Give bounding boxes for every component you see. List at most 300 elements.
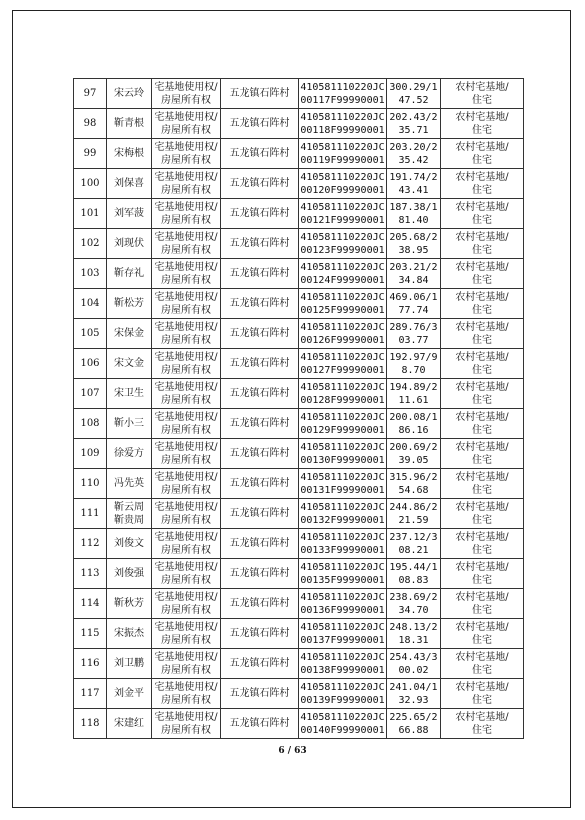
right-type-line: 宅基地使用权/ bbox=[154, 411, 218, 423]
right-type-cell bbox=[152, 439, 221, 469]
right-type-line: 房屋所有权 bbox=[161, 544, 211, 556]
land-use-line: 住宅 bbox=[472, 304, 492, 316]
land-use-line: 住宅 bbox=[472, 394, 492, 406]
area-line: 35.42 bbox=[398, 154, 429, 166]
location-cell: 五龙镇石阵村 bbox=[221, 679, 299, 709]
right-type-cell bbox=[152, 619, 221, 649]
area-line: 187.38/1 bbox=[389, 201, 438, 213]
land-use-cell bbox=[441, 229, 524, 259]
location-cell: 五龙镇石阵村 bbox=[221, 379, 299, 409]
unit-code-line: 00128F99990001 bbox=[300, 394, 385, 406]
area-cell bbox=[387, 529, 441, 559]
right-type-line: 宅基地使用权/ bbox=[154, 681, 218, 693]
holder-name-line: 宋卫生 bbox=[114, 388, 144, 399]
area-line: 248.13/2 bbox=[389, 621, 438, 633]
right-type-line: 房屋所有权 bbox=[161, 454, 211, 466]
area-line: 289.76/3 bbox=[389, 321, 438, 333]
holder-name-line: 刘卫鹏 bbox=[114, 658, 144, 669]
record-number-cell: 115 bbox=[74, 619, 107, 649]
area-cell bbox=[387, 619, 441, 649]
location-cell: 五龙镇石阵村 bbox=[221, 649, 299, 679]
right-type-line: 宅基地使用权/ bbox=[154, 651, 218, 663]
holder-name-cell bbox=[107, 109, 152, 139]
area-line: 195.44/1 bbox=[389, 561, 438, 573]
area-cell bbox=[387, 79, 441, 109]
holder-name-line: 徐爱方 bbox=[114, 448, 144, 459]
right-type-line: 宅基地使用权/ bbox=[154, 81, 218, 93]
holder-name-line: 刘金平 bbox=[114, 688, 144, 699]
land-use-line: 住宅 bbox=[472, 454, 492, 466]
holder-name-cell bbox=[107, 349, 152, 379]
table-row bbox=[74, 709, 524, 739]
right-type-line: 房屋所有权 bbox=[161, 94, 211, 106]
unit-code-line: 00139F99990001 bbox=[300, 694, 385, 706]
holder-name-cell bbox=[107, 199, 152, 229]
table-row bbox=[74, 649, 524, 679]
land-use-line: 住宅 bbox=[472, 334, 492, 346]
area-line: 300.29/1 bbox=[389, 81, 438, 93]
area-line: 08.21 bbox=[398, 544, 429, 556]
record-number-cell: 112 bbox=[74, 529, 107, 559]
land-use-line: 农村宅基地/ bbox=[455, 231, 509, 243]
area-line: 225.65/2 bbox=[389, 711, 438, 723]
area-line: 238.69/2 bbox=[389, 591, 438, 603]
right-type-line: 房屋所有权 bbox=[161, 484, 211, 496]
land-use-line: 农村宅基地/ bbox=[455, 261, 509, 273]
right-type-line: 宅基地使用权/ bbox=[154, 591, 218, 603]
record-number-cell: 103 bbox=[74, 259, 107, 289]
holder-name-line: 靳存礼 bbox=[114, 268, 144, 279]
table-row bbox=[74, 289, 524, 319]
holder-name-cell bbox=[107, 169, 152, 199]
table-row bbox=[74, 469, 524, 499]
right-type-line: 房屋所有权 bbox=[161, 214, 211, 226]
area-line: 203.21/2 bbox=[389, 261, 438, 273]
record-number-cell: 114 bbox=[74, 589, 107, 619]
land-use-line: 住宅 bbox=[472, 604, 492, 616]
area-line: 00.02 bbox=[398, 664, 429, 676]
land-use-line: 住宅 bbox=[472, 484, 492, 496]
holder-name-line: 宋云玲 bbox=[114, 88, 144, 99]
unit-code-line: 00119F99990001 bbox=[300, 154, 385, 166]
unit-code-line: 00140F99990001 bbox=[300, 724, 385, 736]
right-type-line: 宅基地使用权/ bbox=[154, 171, 218, 183]
area-line: 39.05 bbox=[398, 454, 429, 466]
right-type-cell bbox=[152, 229, 221, 259]
unit-code-cell bbox=[299, 559, 387, 589]
record-number-cell: 116 bbox=[74, 649, 107, 679]
table-row bbox=[74, 409, 524, 439]
unit-code-line: 00123F99990001 bbox=[300, 244, 385, 256]
land-use-line: 住宅 bbox=[472, 634, 492, 646]
right-type-line: 房屋所有权 bbox=[161, 664, 211, 676]
unit-code-cell bbox=[299, 139, 387, 169]
location-cell: 五龙镇石阵村 bbox=[221, 589, 299, 619]
location-cell: 五龙镇石阵村 bbox=[221, 259, 299, 289]
table-row bbox=[74, 259, 524, 289]
unit-code-line: 00121F99990001 bbox=[300, 214, 385, 226]
location-cell: 五龙镇石阵村 bbox=[221, 289, 299, 319]
land-use-cell bbox=[441, 289, 524, 319]
holder-name-cell bbox=[107, 679, 152, 709]
land-use-cell bbox=[441, 379, 524, 409]
holder-name-line: 冯先英 bbox=[114, 478, 144, 489]
holder-name-cell bbox=[107, 589, 152, 619]
land-use-line: 农村宅基地/ bbox=[455, 81, 509, 93]
land-use-line: 住宅 bbox=[472, 94, 492, 106]
holder-name-line: 靳云周 bbox=[114, 501, 144, 513]
unit-code-line: 410581110220JC bbox=[300, 111, 385, 123]
land-use-cell bbox=[441, 139, 524, 169]
land-use-line: 住宅 bbox=[472, 544, 492, 556]
holder-name-line: 靳小三 bbox=[114, 418, 144, 429]
unit-code-line: 00132F99990001 bbox=[300, 514, 385, 526]
holder-name-line: 刘俊文 bbox=[114, 538, 144, 549]
table-row bbox=[74, 349, 524, 379]
land-use-line: 农村宅基地/ bbox=[455, 141, 509, 153]
land-use-line: 住宅 bbox=[472, 274, 492, 286]
unit-code-cell bbox=[299, 439, 387, 469]
area-cell bbox=[387, 709, 441, 739]
right-type-line: 房屋所有权 bbox=[161, 274, 211, 286]
holder-name-cell bbox=[107, 289, 152, 319]
area-line: 244.86/2 bbox=[389, 501, 438, 513]
unit-code-line: 410581110220JC bbox=[300, 231, 385, 243]
unit-code-cell bbox=[299, 379, 387, 409]
right-type-line: 宅基地使用权/ bbox=[154, 201, 218, 213]
land-use-line: 农村宅基地/ bbox=[455, 561, 509, 573]
unit-code-line: 00133F99990001 bbox=[300, 544, 385, 556]
area-line: 38.95 bbox=[398, 244, 429, 256]
land-use-cell bbox=[441, 169, 524, 199]
unit-code-cell bbox=[299, 349, 387, 379]
right-type-line: 房屋所有权 bbox=[161, 634, 211, 646]
holder-name-cell bbox=[107, 559, 152, 589]
right-type-line: 宅基地使用权/ bbox=[154, 531, 218, 543]
table-row bbox=[74, 619, 524, 649]
unit-code-cell bbox=[299, 199, 387, 229]
right-type-cell bbox=[152, 199, 221, 229]
unit-code-line: 00138F99990001 bbox=[300, 664, 385, 676]
area-line: 191.74/2 bbox=[389, 171, 438, 183]
land-use-cell bbox=[441, 649, 524, 679]
unit-code-cell bbox=[299, 709, 387, 739]
unit-code-cell bbox=[299, 679, 387, 709]
right-type-line: 宅基地使用权/ bbox=[154, 321, 218, 333]
holder-name-cell bbox=[107, 319, 152, 349]
right-type-cell bbox=[152, 169, 221, 199]
unit-code-cell bbox=[299, 469, 387, 499]
land-use-line: 农村宅基地/ bbox=[455, 381, 509, 393]
record-number-cell: 98 bbox=[74, 109, 107, 139]
land-use-line: 住宅 bbox=[472, 214, 492, 226]
area-cell bbox=[387, 109, 441, 139]
location-cell: 五龙镇石阵村 bbox=[221, 619, 299, 649]
land-use-line: 住宅 bbox=[472, 124, 492, 136]
location-cell: 五龙镇石阵村 bbox=[221, 169, 299, 199]
area-cell bbox=[387, 259, 441, 289]
right-type-cell bbox=[152, 259, 221, 289]
land-use-line: 农村宅基地/ bbox=[455, 201, 509, 213]
holder-name-line: 刘俊强 bbox=[114, 568, 144, 579]
unit-code-line: 410581110220JC bbox=[300, 81, 385, 93]
unit-code-line: 410581110220JC bbox=[300, 441, 385, 453]
right-type-cell bbox=[152, 79, 221, 109]
right-type-line: 宅基地使用权/ bbox=[154, 381, 218, 393]
unit-code-line: 00129F99990001 bbox=[300, 424, 385, 436]
right-type-cell bbox=[152, 139, 221, 169]
right-type-cell bbox=[152, 709, 221, 739]
area-line: 03.77 bbox=[398, 334, 429, 346]
area-line: 254.43/3 bbox=[389, 651, 438, 663]
record-number-cell: 99 bbox=[74, 139, 107, 169]
unit-code-cell bbox=[299, 109, 387, 139]
location-cell: 五龙镇石阵村 bbox=[221, 199, 299, 229]
right-type-line: 房屋所有权 bbox=[161, 574, 211, 586]
table-row bbox=[74, 319, 524, 349]
unit-code-cell bbox=[299, 589, 387, 619]
unit-code-cell bbox=[299, 409, 387, 439]
right-type-cell bbox=[152, 289, 221, 319]
table-row bbox=[74, 379, 524, 409]
area-cell bbox=[387, 679, 441, 709]
holder-name-line: 靳松芳 bbox=[114, 298, 144, 309]
land-use-cell bbox=[441, 259, 524, 289]
area-cell bbox=[387, 589, 441, 619]
table-row bbox=[74, 199, 524, 229]
right-type-line: 房屋所有权 bbox=[161, 394, 211, 406]
unit-code-cell bbox=[299, 289, 387, 319]
holder-name-line: 刘保喜 bbox=[114, 178, 144, 189]
area-line: 205.68/2 bbox=[389, 231, 438, 243]
location-cell: 五龙镇石阵村 bbox=[221, 469, 299, 499]
records-table bbox=[73, 78, 524, 739]
land-use-line: 住宅 bbox=[472, 664, 492, 676]
land-use-cell bbox=[441, 349, 524, 379]
area-line: 32.93 bbox=[398, 694, 429, 706]
unit-code-line: 410581110220JC bbox=[300, 261, 385, 273]
table-row bbox=[74, 499, 524, 529]
unit-code-line: 410581110220JC bbox=[300, 141, 385, 153]
land-use-line: 住宅 bbox=[472, 154, 492, 166]
area-cell bbox=[387, 439, 441, 469]
location-cell: 五龙镇石阵村 bbox=[221, 409, 299, 439]
area-cell bbox=[387, 169, 441, 199]
holder-name-cell bbox=[107, 529, 152, 559]
area-cell bbox=[387, 199, 441, 229]
area-cell bbox=[387, 499, 441, 529]
record-number-cell: 117 bbox=[74, 679, 107, 709]
unit-code-line: 00124F99990001 bbox=[300, 274, 385, 286]
land-use-cell bbox=[441, 319, 524, 349]
table-row bbox=[74, 439, 524, 469]
land-use-cell bbox=[441, 79, 524, 109]
right-type-line: 宅基地使用权/ bbox=[154, 141, 218, 153]
land-use-line: 农村宅基地/ bbox=[455, 681, 509, 693]
right-type-cell bbox=[152, 529, 221, 559]
right-type-line: 房屋所有权 bbox=[161, 514, 211, 526]
area-line: 08.83 bbox=[398, 574, 429, 586]
unit-code-line: 410581110220JC bbox=[300, 591, 385, 603]
record-number-cell: 111 bbox=[74, 499, 107, 529]
right-type-line: 宅基地使用权/ bbox=[154, 501, 218, 513]
right-type-line: 宅基地使用权/ bbox=[154, 471, 218, 483]
unit-code-line: 410581110220JC bbox=[300, 411, 385, 423]
land-use-line: 农村宅基地/ bbox=[455, 651, 509, 663]
unit-code-line: 410581110220JC bbox=[300, 381, 385, 393]
land-use-cell bbox=[441, 619, 524, 649]
right-type-cell bbox=[152, 319, 221, 349]
unit-code-line: 410581110220JC bbox=[300, 351, 385, 363]
right-type-line: 房屋所有权 bbox=[161, 244, 211, 256]
land-use-line: 农村宅基地/ bbox=[455, 591, 509, 603]
unit-code-line: 00136F99990001 bbox=[300, 604, 385, 616]
holder-name-line: 靳青根 bbox=[114, 118, 144, 129]
record-number-cell: 97 bbox=[74, 79, 107, 109]
right-type-cell bbox=[152, 379, 221, 409]
unit-code-line: 00118F99990001 bbox=[300, 124, 385, 136]
unit-code-line: 00126F99990001 bbox=[300, 334, 385, 346]
unit-code-cell bbox=[299, 529, 387, 559]
land-use-cell bbox=[441, 709, 524, 739]
area-line: 35.71 bbox=[398, 124, 429, 136]
holder-name-cell bbox=[107, 379, 152, 409]
holder-name-line: 宋振杰 bbox=[114, 628, 144, 639]
land-use-cell bbox=[441, 499, 524, 529]
area-line: 81.40 bbox=[398, 214, 429, 226]
area-line: 47.52 bbox=[398, 94, 429, 106]
area-cell bbox=[387, 349, 441, 379]
land-use-line: 住宅 bbox=[472, 724, 492, 736]
land-use-line: 农村宅基地/ bbox=[455, 291, 509, 303]
location-cell: 五龙镇石阵村 bbox=[221, 79, 299, 109]
right-type-line: 宅基地使用权/ bbox=[154, 351, 218, 363]
unit-code-cell bbox=[299, 649, 387, 679]
location-cell: 五龙镇石阵村 bbox=[221, 529, 299, 559]
unit-code-line: 410581110220JC bbox=[300, 621, 385, 633]
area-line: 18.31 bbox=[398, 634, 429, 646]
location-cell: 五龙镇石阵村 bbox=[221, 109, 299, 139]
location-cell: 五龙镇石阵村 bbox=[221, 709, 299, 739]
right-type-cell bbox=[152, 589, 221, 619]
record-number-cell: 101 bbox=[74, 199, 107, 229]
unit-code-cell bbox=[299, 319, 387, 349]
holder-name-line: 刘军菠 bbox=[114, 208, 144, 219]
area-line: 11.61 bbox=[398, 394, 429, 406]
right-type-line: 宅基地使用权/ bbox=[154, 711, 218, 723]
land-use-line: 农村宅基地/ bbox=[455, 321, 509, 333]
right-type-line: 宅基地使用权/ bbox=[154, 231, 218, 243]
land-use-cell bbox=[441, 589, 524, 619]
area-cell bbox=[387, 559, 441, 589]
unit-code-line: 410581110220JC bbox=[300, 501, 385, 513]
unit-code-line: 410581110220JC bbox=[300, 561, 385, 573]
land-use-line: 农村宅基地/ bbox=[455, 171, 509, 183]
area-line: 202.43/2 bbox=[389, 111, 438, 123]
table-row bbox=[74, 229, 524, 259]
right-type-cell bbox=[152, 109, 221, 139]
unit-code-cell bbox=[299, 259, 387, 289]
land-use-line: 农村宅基地/ bbox=[455, 621, 509, 633]
right-type-cell bbox=[152, 469, 221, 499]
area-line: 315.96/2 bbox=[389, 471, 438, 483]
land-use-line: 住宅 bbox=[472, 424, 492, 436]
land-use-cell bbox=[441, 469, 524, 499]
unit-code-line: 410581110220JC bbox=[300, 291, 385, 303]
area-line: 54.68 bbox=[398, 484, 429, 496]
unit-code-line: 410581110220JC bbox=[300, 471, 385, 483]
right-type-line: 宅基地使用权/ bbox=[154, 291, 218, 303]
area-line: 34.84 bbox=[398, 274, 429, 286]
land-use-cell bbox=[441, 199, 524, 229]
area-line: 77.74 bbox=[398, 304, 429, 316]
holder-name-line: 宋建红 bbox=[114, 718, 144, 729]
area-line: 21.59 bbox=[398, 514, 429, 526]
record-number-cell: 106 bbox=[74, 349, 107, 379]
land-use-cell bbox=[441, 679, 524, 709]
area-line: 43.41 bbox=[398, 184, 429, 196]
holder-name-cell bbox=[107, 499, 152, 529]
land-use-line: 农村宅基地/ bbox=[455, 501, 509, 513]
unit-code-cell bbox=[299, 619, 387, 649]
table-row bbox=[74, 589, 524, 619]
table-row bbox=[74, 529, 524, 559]
right-type-line: 房屋所有权 bbox=[161, 334, 211, 346]
holder-name-cell bbox=[107, 469, 152, 499]
holder-name-cell bbox=[107, 259, 152, 289]
land-use-line: 住宅 bbox=[472, 514, 492, 526]
area-line: 192.97/9 bbox=[389, 351, 438, 363]
table-row bbox=[74, 109, 524, 139]
right-type-line: 房屋所有权 bbox=[161, 184, 211, 196]
record-number-cell: 107 bbox=[74, 379, 107, 409]
unit-code-line: 00127F99990001 bbox=[300, 364, 385, 376]
area-line: 194.89/2 bbox=[389, 381, 438, 393]
holder-name-line: 靳贵周 bbox=[114, 514, 144, 526]
area-cell bbox=[387, 289, 441, 319]
area-line: 8.70 bbox=[401, 364, 426, 376]
record-number-cell: 102 bbox=[74, 229, 107, 259]
land-use-line: 农村宅基地/ bbox=[455, 351, 509, 363]
land-use-cell bbox=[441, 439, 524, 469]
table-row bbox=[74, 559, 524, 589]
table-row bbox=[74, 79, 524, 109]
land-use-cell bbox=[441, 559, 524, 589]
right-type-line: 宅基地使用权/ bbox=[154, 441, 218, 453]
holder-name-cell bbox=[107, 439, 152, 469]
right-type-line: 房屋所有权 bbox=[161, 124, 211, 136]
records-body bbox=[74, 79, 524, 739]
area-cell bbox=[387, 139, 441, 169]
unit-code-line: 410581110220JC bbox=[300, 201, 385, 213]
land-use-line: 住宅 bbox=[472, 184, 492, 196]
location-cell: 五龙镇石阵村 bbox=[221, 229, 299, 259]
unit-code-line: 00135F99990001 bbox=[300, 574, 385, 586]
right-type-line: 宅基地使用权/ bbox=[154, 261, 218, 273]
location-cell: 五龙镇石阵村 bbox=[221, 439, 299, 469]
area-line: 203.20/2 bbox=[389, 141, 438, 153]
area-cell bbox=[387, 319, 441, 349]
land-use-cell bbox=[441, 109, 524, 139]
unit-code-line: 00131F99990001 bbox=[300, 484, 385, 496]
unit-code-cell bbox=[299, 499, 387, 529]
right-type-line: 房屋所有权 bbox=[161, 424, 211, 436]
right-type-cell bbox=[152, 559, 221, 589]
area-cell bbox=[387, 469, 441, 499]
table-row bbox=[74, 139, 524, 169]
holder-name-line: 刘现伏 bbox=[114, 238, 144, 249]
record-number-cell: 118 bbox=[74, 709, 107, 739]
